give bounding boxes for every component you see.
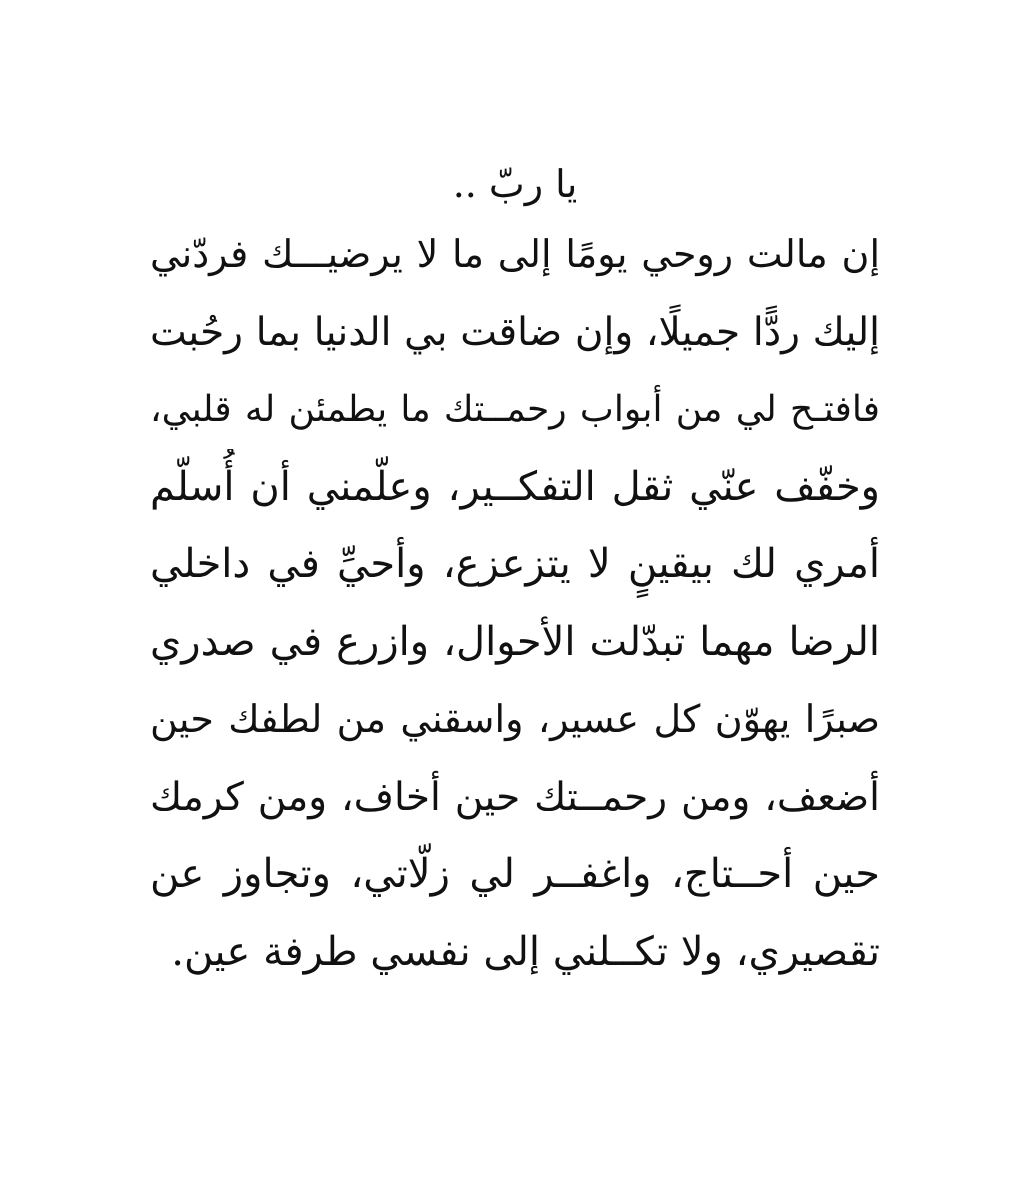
prayer-line-9: حين أحــتاج، واغفــر لي زلّاتي، وتجاوز عن (150, 851, 880, 897)
prayer-line-4: وخفّف عنّي ثقل التفكــير، وعلّمني أن أُسلّم (150, 463, 880, 510)
prayer-text-block (150, 158, 880, 991)
prayer-line-3: فافتـح لي من أبواب رحمــتك ما يطمئن له قلبي، (150, 389, 880, 430)
prayer-line-8: أضعف، ومن رحمــتك حين أخاف، ومن كرمك (150, 774, 880, 820)
prayer-line-10: تقصيري، ولا تكــلني إلى نفسي طرفة عين. (171, 928, 880, 975)
prayer-line-5: أمري لك بيقينٍ لا يتزعزع، وأحيِّ في داخلي (150, 541, 880, 587)
prayer-line-2: إليك ردًّا جميلًا، وإن ضاقت بي الدنيا بما رحُبت (150, 309, 880, 355)
prayer-line-1: إن مالت روحي يومًا إلى ما لا يرضيـــك فردّني (150, 232, 880, 276)
prayer-title: يا ربّ .. (452, 162, 578, 206)
prayer-line-7: صبرًا يهوّن كل عسير، واسقني من لطفك حين (150, 697, 880, 741)
prayer-line-6: الرضا مهما تبدّلت الأحوال، وازرع في صدري (150, 618, 880, 665)
